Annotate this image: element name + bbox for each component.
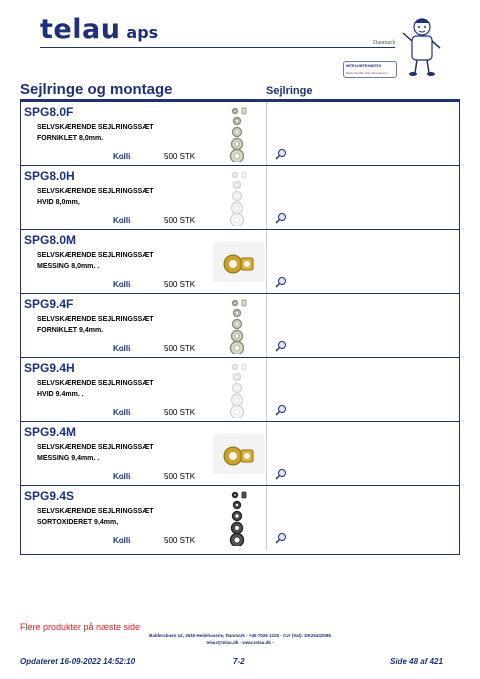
- column-divider: [266, 358, 267, 421]
- product-row: [21, 166, 459, 230]
- column-divider: [266, 166, 267, 229]
- product-image[interactable]: [213, 234, 265, 290]
- product-code[interactable]: SPG9.4M: [24, 425, 77, 439]
- page-number: Side 48 af 421: [390, 657, 443, 666]
- kolli-label: Kolli: [113, 472, 131, 481]
- package-quantity: 500 STK: [164, 536, 196, 545]
- magnifier-icon[interactable]: [274, 148, 288, 160]
- header-rule: [40, 47, 395, 48]
- brand-suffix: aps: [126, 23, 159, 42]
- product-row: [21, 294, 459, 358]
- stamp-line: Maske ID: 4100, 2012, Danmark af er: [346, 72, 388, 75]
- more-products-notice: Flere produkter på næste side: [20, 622, 141, 632]
- magnifier-icon[interactable]: [274, 276, 288, 288]
- kolli-label: Kolli: [113, 408, 131, 417]
- product-variant: HVID 8,0mm,: [37, 199, 80, 206]
- company-address: Baldersbuen 14, 2640 Hedehusene, Danmark - +45 7026 1220 - Cvr (Vat): DK25432088: [149, 633, 331, 638]
- column-divider: [266, 294, 267, 357]
- magnifier-icon[interactable]: [274, 404, 288, 416]
- product-code[interactable]: SPG9.4H: [24, 361, 75, 375]
- column-divider: [266, 422, 267, 485]
- package-quantity: 500 STK: [164, 472, 196, 481]
- column-divider: [266, 230, 267, 293]
- product-code[interactable]: SPG8.0F: [24, 105, 74, 119]
- brand-logo: [40, 14, 158, 45]
- package-quantity: 500 STK: [164, 216, 196, 225]
- product-image[interactable]: [213, 298, 265, 354]
- product-description: SELVSKÆRENDE SEJLRINGSSÆT: [37, 188, 154, 195]
- package-quantity: 500 STK: [164, 344, 196, 353]
- product-description: SELVSKÆRENDE SEJLRINGSSÆT: [37, 444, 154, 451]
- kolli-label: Kolli: [113, 152, 131, 161]
- country-label: Danmark: [373, 40, 396, 46]
- product-image[interactable]: [213, 490, 265, 546]
- column-divider: [266, 486, 267, 550]
- package-quantity: 500 STK: [164, 408, 196, 417]
- section-title: Sejlringe og montage: [20, 81, 173, 98]
- kolli-label: Kolli: [113, 344, 131, 353]
- mascot-illustration: [400, 15, 444, 77]
- product-description: SELVSKÆRENDE SEJLRINGSSÆT: [37, 508, 154, 515]
- product-image[interactable]: [213, 106, 265, 162]
- product-image[interactable]: [213, 362, 265, 418]
- product-row: [21, 422, 459, 486]
- chapter-number: 7-2: [233, 657, 245, 666]
- product-variant: HVID 9.4mm. .: [37, 391, 84, 398]
- product-description: SELVSKÆRENDE SEJLRINGSSÆT: [37, 380, 154, 387]
- product-row: [21, 230, 459, 294]
- magnifier-icon[interactable]: [274, 212, 288, 224]
- magnifier-icon[interactable]: [274, 532, 288, 544]
- product-variant: MESSING 8,0mm. .: [37, 263, 100, 270]
- brand-name: telau: [40, 14, 121, 45]
- product-description: SELVSKÆRENDE SEJLRINGSSÆT: [37, 252, 154, 259]
- kolli-label: Kolli: [113, 216, 131, 225]
- magnifier-icon[interactable]: [274, 468, 288, 480]
- section-subtitle: Sejlringe: [266, 85, 313, 97]
- product-image[interactable]: [213, 426, 265, 482]
- product-row: [21, 102, 459, 166]
- product-image[interactable]: [213, 170, 265, 226]
- product-description: SELVSKÆRENDE SEJLRINGSSÆT: [37, 316, 154, 323]
- product-variant: FORNIKLET 8,0mm.: [37, 135, 104, 142]
- kolli-label: Kolli: [113, 280, 131, 289]
- package-quantity: 500 STK: [164, 280, 196, 289]
- certification-stamp: [343, 61, 397, 78]
- product-description: SELVSKÆRENDE SEJLRINGSSÆT: [37, 124, 154, 131]
- column-divider: [266, 102, 267, 165]
- product-variant: SORTOXIDERET 9,4mm,: [37, 519, 119, 526]
- kolli-label: Kolli: [113, 536, 131, 545]
- product-code[interactable]: SPG8.0M: [24, 233, 77, 247]
- product-variant: MESSING 9,4mm. .: [37, 455, 100, 462]
- product-variant: FORNIKLET 9,4mm.: [37, 327, 104, 334]
- product-table: [20, 101, 460, 555]
- product-code[interactable]: SPG8.0H: [24, 169, 75, 183]
- package-quantity: 500 STK: [164, 152, 196, 161]
- updated-timestamp: Opdateret 16-09-2022 14:52:10: [20, 657, 136, 666]
- product-code[interactable]: SPG9.4F: [24, 297, 74, 311]
- magnifier-icon[interactable]: [274, 340, 288, 352]
- stamp-title: IMTEXLIMTEXIMITEX: [346, 64, 382, 68]
- company-contact[interactable]: telau@telau.dk - www.telau.dk -: [206, 640, 274, 645]
- product-row: [21, 486, 459, 550]
- product-code[interactable]: SPG9.4S: [24, 489, 75, 503]
- product-row: [21, 358, 459, 422]
